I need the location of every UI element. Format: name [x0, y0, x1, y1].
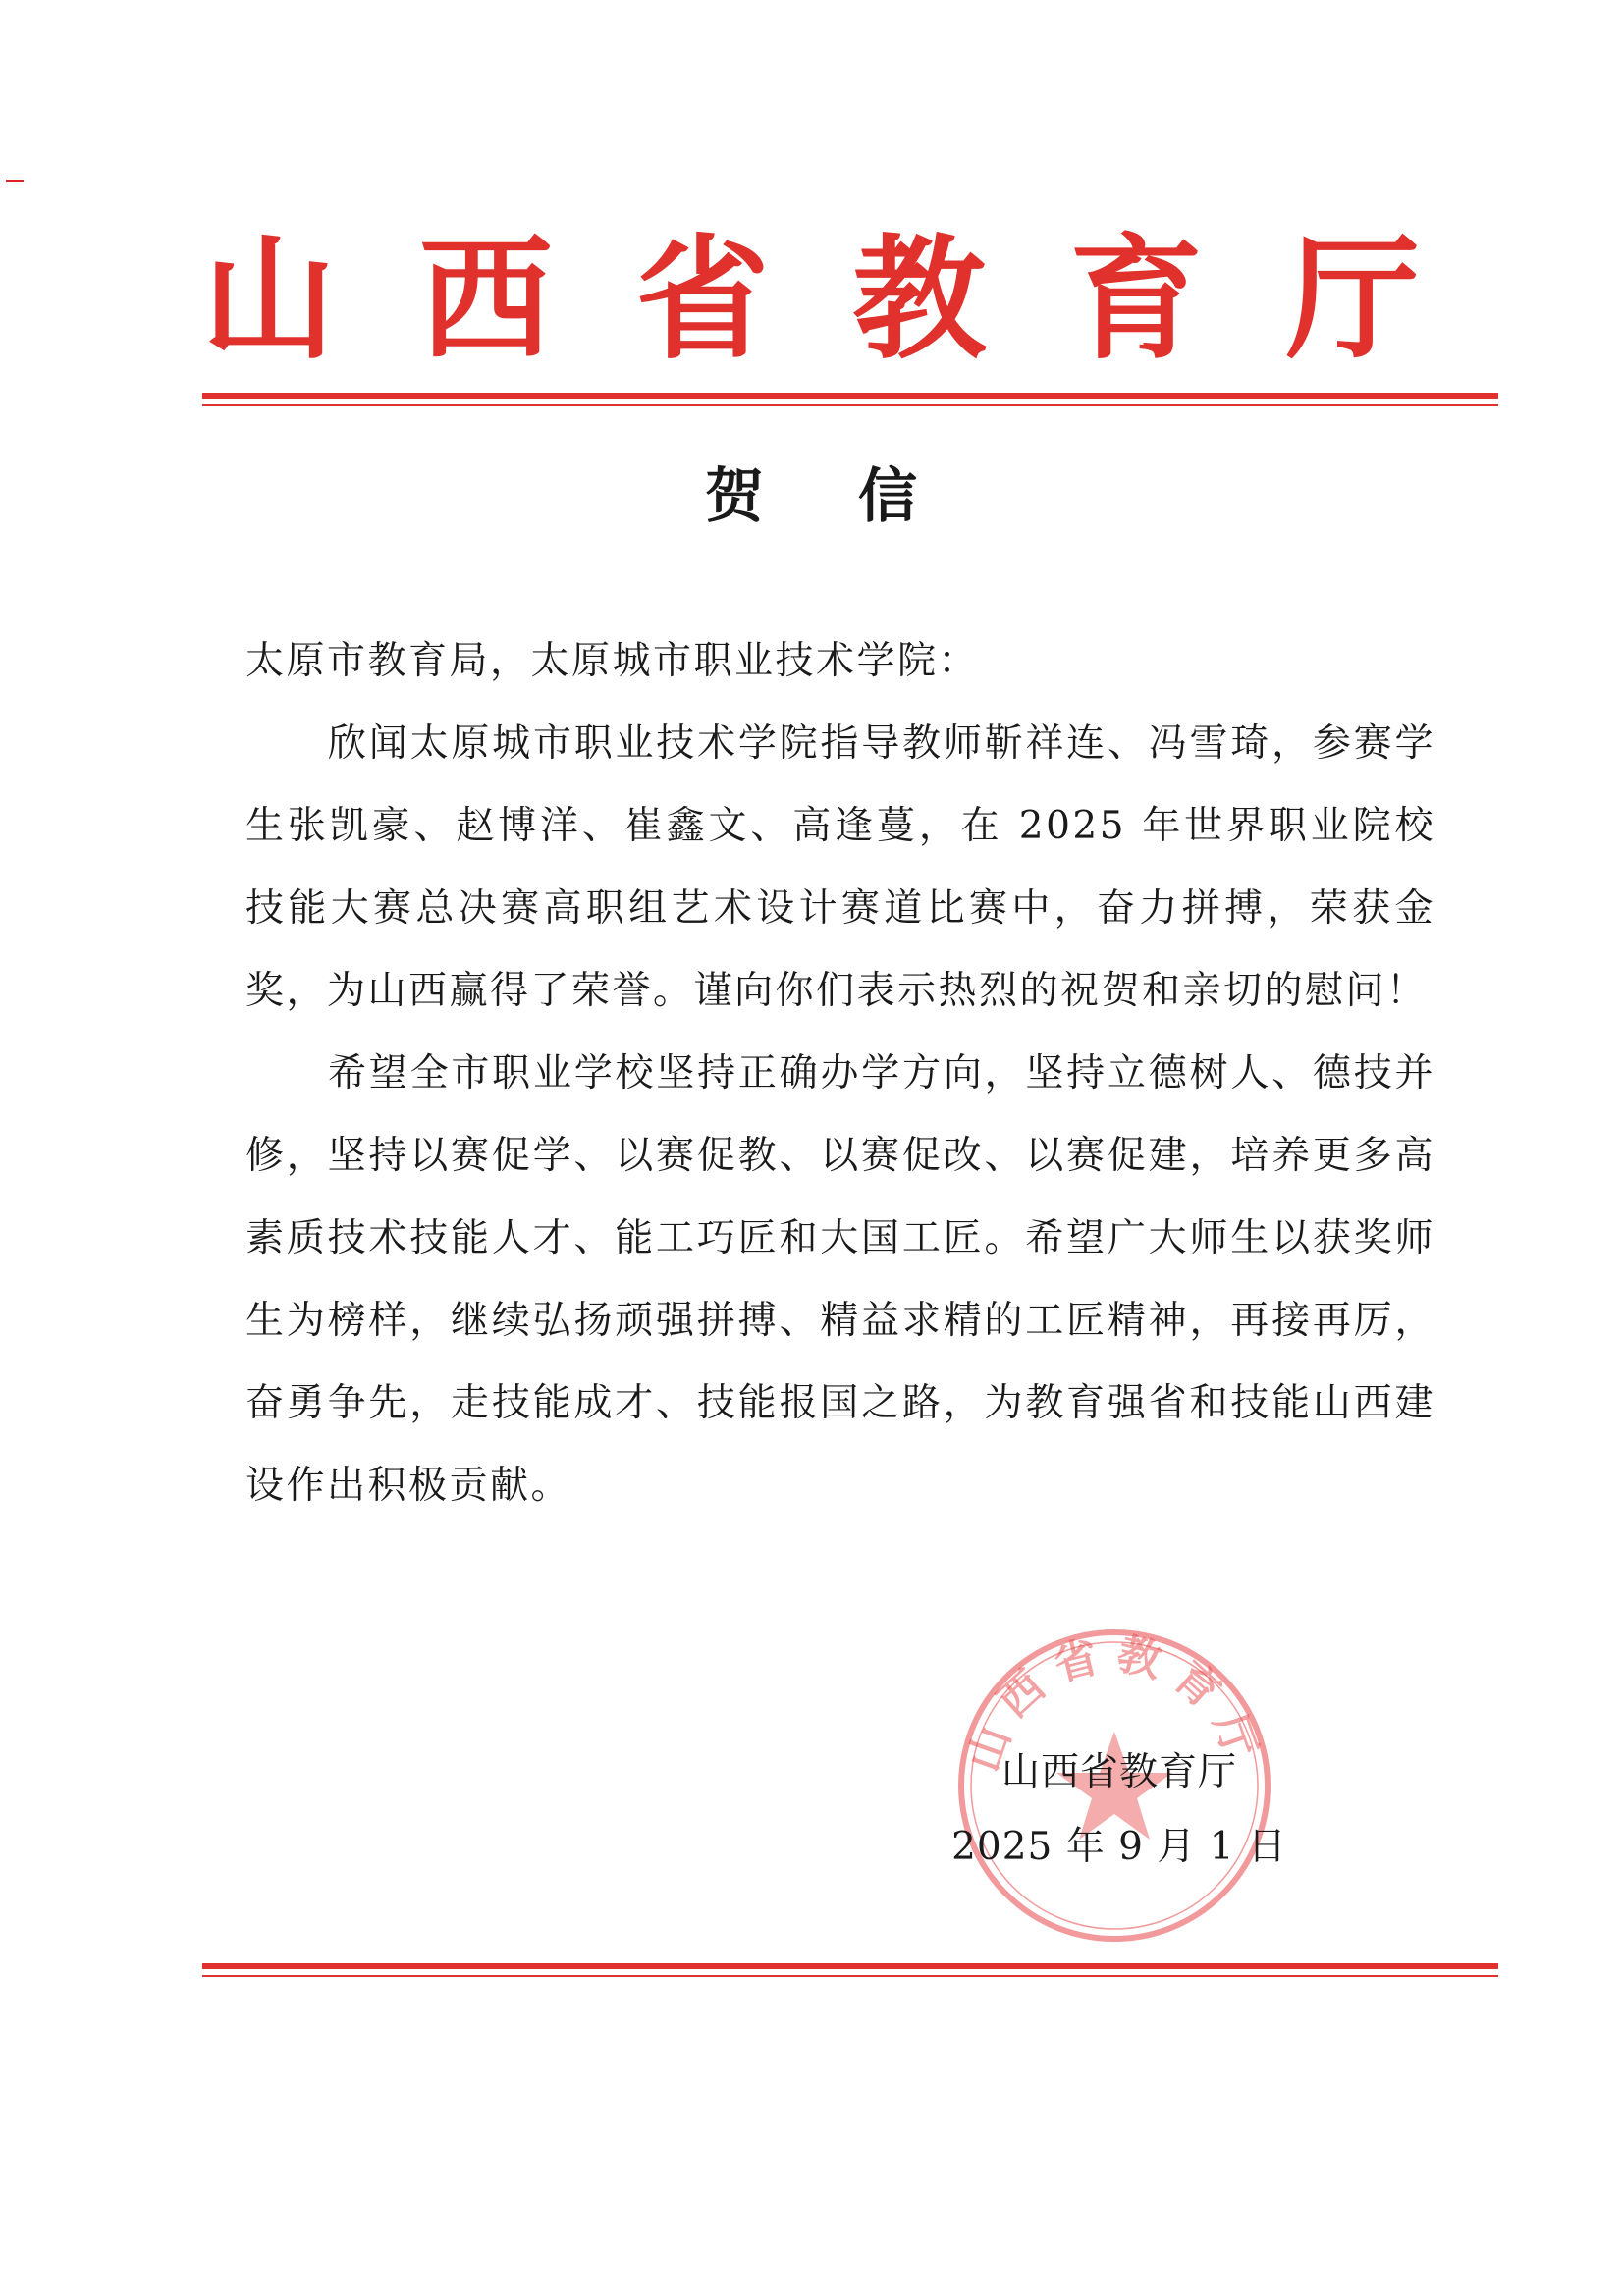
- letter-body: [245, 620, 1435, 1527]
- seal-text: 山西省教育厅: [958, 1629, 1271, 1779]
- letterhead-char: 教: [852, 221, 987, 378]
- header-rule-thick: [202, 393, 1498, 399]
- letterhead-char: 省: [635, 221, 770, 378]
- signature-date: 2025 年 9 月 1 日: [951, 1825, 1287, 1869]
- salutation: 太原市教育局，太原城市职业技术学院：: [245, 639, 980, 683]
- letterhead: [202, 221, 1420, 378]
- letterhead-char: 育: [1069, 221, 1204, 378]
- footer-rule-thick: [202, 1963, 1498, 1969]
- edge-mark: [6, 180, 24, 182]
- letterhead-char: 厅: [1285, 221, 1420, 378]
- signature-block: [943, 1735, 1296, 1885]
- header-rule-thin: [202, 404, 1498, 406]
- document-title: 贺信: [705, 462, 1011, 531]
- paragraph: 欣闻太原城市职业技术学院指导教师靳祥连、冯雪琦，参赛学生张凯豪、赵博洋、崔鑫文、高逢蔓，在 2025 年世界职业院校技能大赛总决赛高职组艺术设计赛道比赛中，奋力拼搏，荣获金奖，为山西赢得了荣誉。谨向你们表示热烈的祝贺和亲切的慰问！: [245, 721, 1435, 1013]
- paragraph: 希望全市职业学校坚持正确办学方向，坚持立德树人、德技并修，坚持以赛促学、以赛促教、以赛促改、以赛促建，培养更多高素质技术技能人才、能工巧匠和大国工匠。希望广大师生以获奖师生为榜样，继续弘扬顽强拼搏、精益求精的工匠精神，再接再厉，奋勇争先，走技能成才、技能报国之路，为教育强省和技能山西建设作出积极贡献。: [245, 1051, 1435, 1508]
- letterhead-char: 西: [418, 221, 553, 378]
- footer-rule-thin: [202, 1975, 1498, 1977]
- signature-org: 山西省教育厅: [1000, 1750, 1237, 1794]
- letterhead-char: 山: [202, 221, 336, 378]
